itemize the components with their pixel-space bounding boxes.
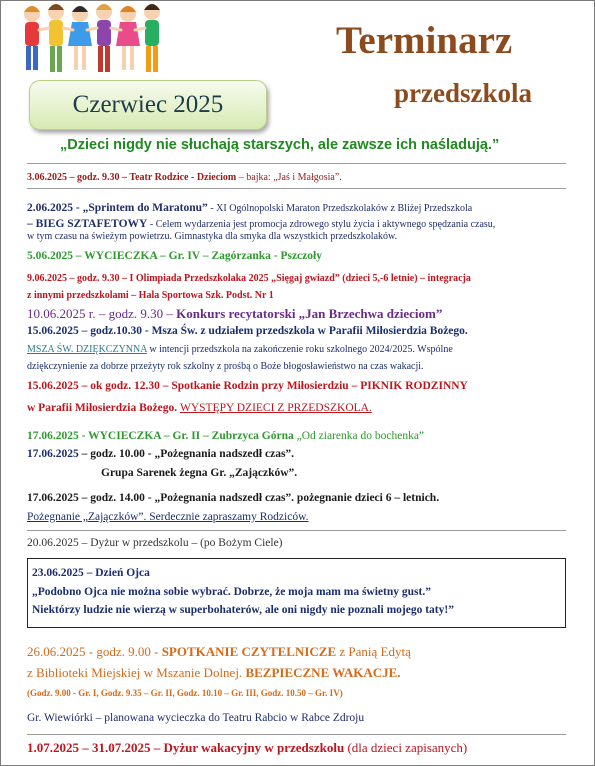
- event-farewell-morning-line2: Grupa Sarenek żegna Gr. „Zajączków”.: [101, 467, 298, 479]
- event-reading-schedule: (Godz. 9.00 - Gr. I, Godz. 9.35 – Gr. II, Godz. 10.10 – Gr. III, Godz. 10.50 – Gr. IV): [27, 688, 343, 698]
- divider: [27, 734, 566, 735]
- event-olympiad-line2: z innymi przedszkolami – Hala Sportowa Szk. Podst. Nr 1: [27, 290, 274, 301]
- page-subtitle: przedszkola: [394, 78, 532, 108]
- month-label: Czerwiec 2025: [72, 91, 224, 118]
- divider: [27, 188, 566, 189]
- event-mass: 15.06.2025 – godz.10.30 - Msza Św. z udziałem przedszkola w Parafii Miłosierdzia Bożego.: [27, 325, 468, 337]
- event-marathon-line2: – BIEG SZTAFETOWY - Celem wydarzenia jest promocja zdrowego stylu życia i aktywnego spędzania czasu,: [27, 218, 496, 230]
- divider: [27, 530, 566, 531]
- children-illustration: [18, 2, 168, 76]
- event-mass-line3: dziękczynienie za dobrze przeżyty rok szkolny z prośbą o Boże błogosławieństwo na czas wakacji.: [27, 361, 424, 372]
- event-marathon: 2.06.2025 - „Sprintem do Maratonu” - XI Ogólnopolski Maraton Przedszkolaków z Bliżej Przedszkola: [27, 202, 473, 214]
- event-farewell-afternoon-line2: Pożegnanie „Zajączków”. Serdecznie zapraszamy Rodziców.: [27, 511, 309, 523]
- child-1: [24, 6, 40, 70]
- event-reading: 26.06.2025 - godz. 9.00 - SPOTKANIE CZYTELNICZE z Panią Edytą: [27, 644, 411, 659]
- event-marathon-line3: w tym czasu na świeżym powietrzu. Gimnastyka dla smyka dla wszystkich przedszkolaków.: [27, 231, 398, 242]
- event-olympiad: 9.06.2025 – godz. 9.30 – I Olimpiada Przedszkolaka 2025 „Sięgaj gwiazd” (dzieci 5,-6 letnie) – integracja: [27, 273, 471, 284]
- event-theatre: 3.06.2025 – godz. 9.30 – Teatr Rodzice - Dzieciom – bajka: „Jaś i Małgosia”.: [27, 172, 342, 183]
- event-trip-group4: 5.06.2025 – WYCIECZKA – Gr. IV – Zagórzanka - Pszczoły: [27, 250, 322, 262]
- event-farewell-afternoon: 17.06.2025 – godz. 14.00 - „Pożegnania nadszedł czas”. pożegnanie dzieci 6 – letnich.: [27, 492, 440, 504]
- event-farewell-morning: 17.06.2025 – godz. 10.00 - „Pożegnania nadszedł czas”.: [27, 448, 295, 460]
- fathers-day-box: [27, 558, 566, 628]
- motto-quote: „Dzieci nigdy nie słuchają starszych, ale zawsze ich naśladują.”: [60, 137, 500, 153]
- event-reading-line2: z Biblioteki Miejskiej w Mszanie Dolnej. BEZPIECZNE WAKACJE.: [27, 665, 401, 680]
- divider: [27, 163, 566, 164]
- child-2: [48, 4, 64, 72]
- fathers-day-quote-1: „Podobno Ojca nie można sobie wybrać. Dobrze, że moja mam ma świetny gust.”: [32, 586, 431, 598]
- event-summer-duty: 1.07.2025 – 31.07.2025 – Dyżur wakacyjny w przedszkolu (dla dzieci zapisanych): [27, 740, 468, 755]
- event-duty: 20.06.2025 – Dyżur w przedszkolu – (po Bożym Ciele): [27, 537, 283, 549]
- child-6: [144, 4, 160, 72]
- event-picnic-line2: w Parafii Miłosierdzia Bożego. WYSTĘPY DZIECI Z PRZEDSZKOLA.: [27, 402, 372, 414]
- event-picnic: 15.06.2025 – ok godz. 12.30 – Spotkanie Rodzin przy Miłosierdziu – PIKNIK RODZINNY: [27, 380, 468, 392]
- fathers-day-quote-2: Niektórzy ludzie nie wierzą w superbohaterów, ale oni nigdy nie poznali mojego taty!”: [32, 604, 454, 616]
- event-trip-group2: 17.06.2025 - WYCIECZKA – Gr. II – Zubrzyca Górna „Od ziarenka do bochenka”: [27, 430, 425, 442]
- page-title: Terminarz: [336, 19, 513, 62]
- event-mass-line2: MSZA ŚW. DZIĘKCZYNNA w intencji przedszkola na zakończenie roku szkolnego 2024/2025. Wspólne: [27, 344, 453, 355]
- event-trip-squirrels: Gr. Wiewiórki – planowana wycieczka do Teatru Rabcio w Rabce Zdroju: [27, 712, 365, 724]
- fathers-day-title: 23.06.2025 – Dzień Ojca: [32, 567, 150, 579]
- child-4: [96, 4, 112, 72]
- event-recitation: 10.06.2025 r. – godz. 9.30 – Konkurs recytatorski „Jan Brzechwa dzieciom”: [27, 306, 443, 321]
- child-5: [116, 6, 140, 70]
- month-label-box: [29, 80, 267, 130]
- child-3: [68, 6, 92, 70]
